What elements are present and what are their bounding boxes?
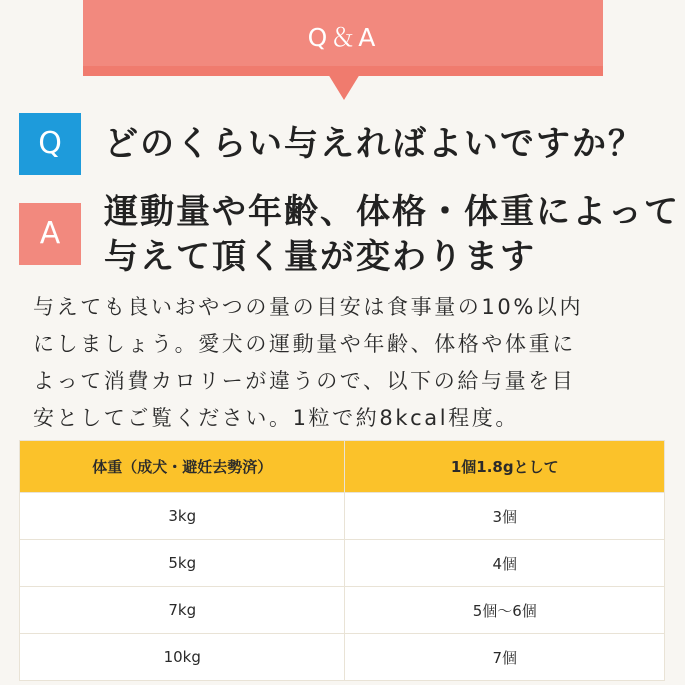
table-header-row [20,441,665,493]
question-badge: Q [19,113,81,175]
table-row [20,540,665,587]
table-cell-weight: 7kg [20,587,345,634]
table-cell-weight: 10kg [20,634,345,681]
feeding-table [19,440,665,681]
qa-header-pointer [328,74,360,100]
answer-body-line: にしましょう。愛犬の運動量や年齢、体格や体重に [33,332,576,356]
answer-badge: A [19,203,81,265]
table-header-amount: 1個1.8gとして [345,441,665,493]
table-row [20,493,665,540]
question-text: どのくらい与えればよいですか？ [104,124,644,164]
table-cell-amount: 4個 [345,540,665,587]
table-header-weight: 体重（成犬・避妊去勢済） [20,441,345,493]
table-cell-amount: 7個 [345,634,665,681]
table-cell-amount: 3個 [345,493,665,540]
answer-heading-line: 運動量や年齢、体格・体重によって [104,192,680,232]
answer-heading [104,190,680,280]
answer-body-line: 与えても良いおやつの量の目安は食事量の10%以内 [33,295,584,319]
table-row [20,634,665,681]
table-cell-amount: 5個〜6個 [345,587,665,634]
answer-body [33,289,663,437]
answer-body-line: よって消費カロリーが違うので、以下の給与量を目 [33,369,576,393]
answer-body-line: 安としてご覧ください。1粒で約8kcal程度。 [33,406,519,430]
table-cell-weight: 3kg [20,493,345,540]
qa-header [83,0,603,80]
table-cell-weight: 5kg [20,540,345,587]
qa-header-title: Q＆A [307,23,379,52]
table-row [20,587,665,634]
answer-heading-line: 与えて頂く量が変わります [104,237,536,277]
